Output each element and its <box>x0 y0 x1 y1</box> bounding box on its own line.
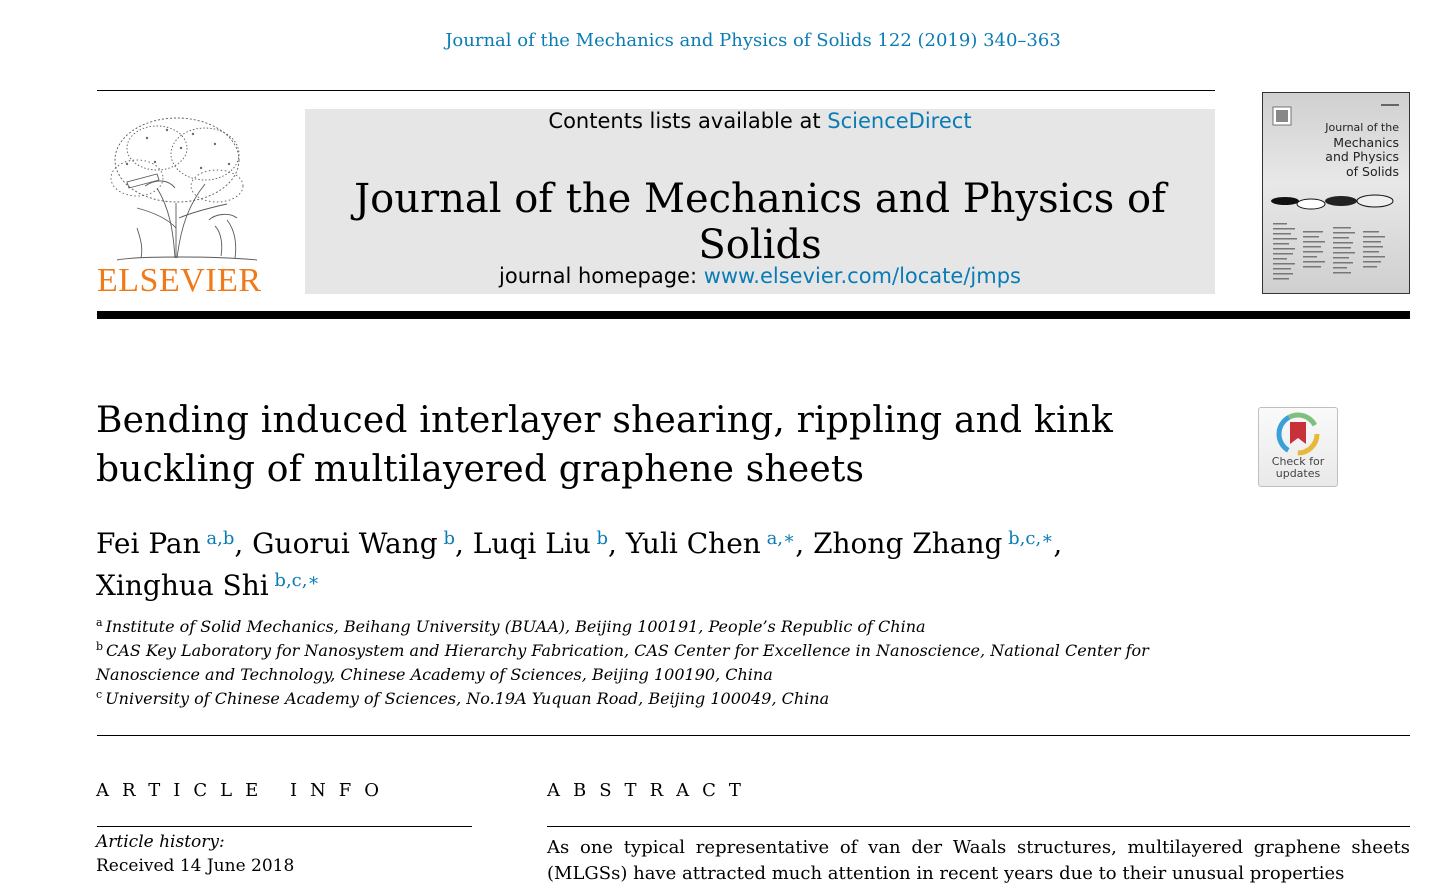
elsevier-wordmark[interactable]: ELSEVIER <box>97 262 262 299</box>
header-top-rule <box>97 90 1215 91</box>
abstract-text: As one typical representative of van der Waals structures, multilayered graphene sheets (MLGSs) have attracted much attention in recent years due to their unusual properties <box>547 837 1410 884</box>
abstract-heading: ABSTRACT <box>547 780 754 801</box>
author-affiliation-mark[interactable]: b,c,∗ <box>1008 528 1054 549</box>
cover-title-line: Journal of the <box>1325 121 1399 134</box>
author-list: Fei Pan $^{a,b}$, Guorui Wang $^b$, Luqi Liu $^b$, Yuli Chen $^{a,∗}$, Zhong Zhang $^{b,c,∗}$, Xinghua Shi $^{b,c,∗}$ <box>96 527 1063 602</box>
article-info-rule <box>97 826 472 827</box>
cover-title-line: of Solids <box>1346 163 1399 179</box>
badge-line: Check for <box>1271 455 1325 468</box>
journal-title: Journal of the Mechanics and Physics of Solids <box>354 176 1166 268</box>
contents-line <box>305 109 1215 133</box>
affiliation-b <box>96 635 1156 687</box>
author-name[interactable]: Xinghua Shi <box>96 569 269 602</box>
author-affiliation-mark[interactable]: b <box>443 528 455 549</box>
author-affiliation-mark[interactable]: a,∗ <box>766 528 796 549</box>
author-affiliation-mark[interactable]: a,b <box>206 528 235 549</box>
author-name[interactable]: Guorui Wang <box>252 527 438 560</box>
section-divider <box>97 735 1410 736</box>
author-name[interactable]: Yuli Chen <box>625 527 761 560</box>
author-name[interactable]: Luqi Liu <box>472 527 591 560</box>
homepage-link[interactable]: www.elsevier.com/locate/jmps <box>703 264 1021 288</box>
affiliation-text: University of Chinese Academy of Sciences, No.19A Yuquan Road, Beijing 100049, China <box>105 689 830 708</box>
article-history-label: Article history: <box>96 832 225 852</box>
journal-cover-thumbnail[interactable] <box>1262 92 1410 294</box>
contents-prefix: Contents lists available at <box>548 109 828 133</box>
journal-banner <box>305 109 1215 294</box>
affiliation-text: CAS Key Laboratory for Nanosystem and Hierarchy Fabrication, CAS Center for Excellence in Nanoscience, National Center for <box>106 641 1149 660</box>
journal-citation[interactable]: Journal of the Mechanics and Physics of Solids 122 (2019) 340–363 <box>445 30 1061 51</box>
affiliation-c <box>96 683 1156 711</box>
affiliation-text: Nanoscience and Technology, Chinese Academy of Sciences, Beijing 100190, China <box>96 665 773 684</box>
check-for-updates-badge[interactable] <box>1258 407 1338 487</box>
cover-title-line: and Physics <box>1325 149 1399 164</box>
article-title <box>96 396 1196 494</box>
check-updates-label <box>1259 456 1337 480</box>
author-affiliation-mark[interactable]: b <box>596 528 609 549</box>
header-thick-rule <box>97 311 1410 319</box>
badge-line: updates <box>1275 467 1321 480</box>
received-date: Received 14 June 2018 <box>96 856 295 876</box>
homepage-line <box>305 264 1215 288</box>
affiliation-text: Institute of Solid Mechanics, Beihang University (BUAA), Beijing 100191, People’s Republic of China <box>105 617 926 636</box>
author-affiliation-mark[interactable]: b,c,∗ <box>274 570 320 591</box>
article-info-heading: ARTICLE INFO <box>96 780 393 801</box>
author-name[interactable]: Zhong Zhang <box>813 527 1003 560</box>
homepage-prefix: journal homepage: <box>499 264 704 288</box>
article-title-line: buckling of multilayered graphene sheets <box>96 449 865 490</box>
author-name[interactable]: Fei Pan <box>96 527 201 560</box>
cover-title <box>1325 121 1399 179</box>
article-title-line: Bending induced interlayer shearing, rippling and kink <box>96 400 1114 441</box>
affiliation-mark: c <box>96 688 103 701</box>
affiliation-mark: a <box>96 616 103 629</box>
abstract-rule <box>547 826 1410 827</box>
check-updates-icon <box>1259 410 1337 458</box>
affiliation-mark: b <box>96 640 104 653</box>
sciencedirect-link[interactable]: ScienceDirect <box>827 109 972 133</box>
cover-title-line: Mechanics <box>1333 134 1399 150</box>
